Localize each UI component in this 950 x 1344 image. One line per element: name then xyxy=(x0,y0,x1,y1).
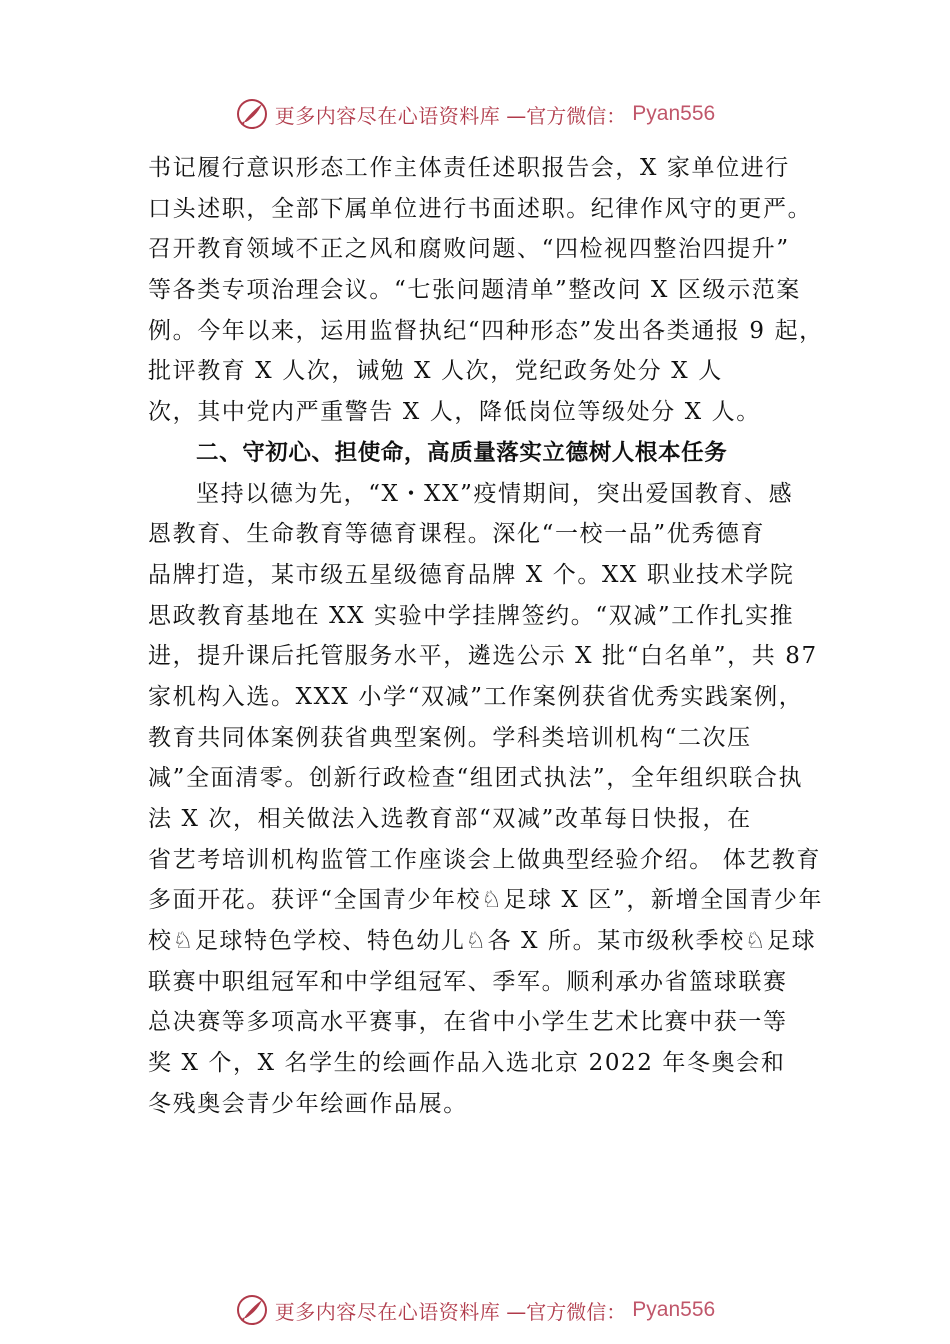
body-line: 奖 X 个，X 名学生的绘画作品入选北京 2022 年冬奥会和 xyxy=(148,1050,786,1077)
body-line: 召开教育领域不正之风和腐败问题、“四检视四整治四提升” xyxy=(148,236,790,263)
body-line: 批评教育 X 人次，诫勉 X 人次，党纪政务处分 X 人 xyxy=(148,358,723,385)
body-line: 校♘足球特色学校、特色幼儿♘各 X 所。某市级秋季校♘足球 xyxy=(148,928,817,955)
watermark-account: Pyan556 xyxy=(632,102,716,125)
body-line: 等各类专项治理会议。“七张问题清单”整改问 X 区级示范案 xyxy=(148,277,801,304)
body-line: 教育共同体案例获省典型案例。学科类培训机构“二次压 xyxy=(148,724,752,751)
body-line: 思政教育基地在 XX 实验中学挂牌签约。“双减”工作扎实推 xyxy=(148,602,795,629)
body-line: 进，提升课后托管服务水平，遴选公示 X 批“白名单”，共 87 xyxy=(148,643,818,670)
footer-watermark xyxy=(0,1290,950,1330)
body-line: 品牌打造，某市级五星级德育品牌 X 个。XX 职业技术学院 xyxy=(148,561,795,588)
body-line: 书记履行意识形态工作主体责任述职报告会，X 家单位进行 xyxy=(148,155,790,181)
feather-pen-icon xyxy=(235,97,269,131)
body-line: 法 X 次，相关做法入选教育部“双减”改革每日快报，在 xyxy=(148,806,752,832)
watermark-separator: —官方微信： xyxy=(506,1299,627,1324)
feather-pen-icon xyxy=(235,1293,269,1327)
watermark-text: 更多内容尽在心语资料库 xyxy=(274,1299,501,1324)
body-line: 冬残奥会青少年绘画作品展。 xyxy=(148,1090,468,1117)
body-line: 减”全面清零。创新行政检查“组团式执法”，全年组织联合执 xyxy=(148,765,804,792)
body-line: 家机构入选。XXX 小学“双减”工作案例获省优秀实践案例， xyxy=(148,683,804,710)
document-body xyxy=(148,148,838,1125)
body-line: 省艺考培训机构监管工作座谈会上做典型经验介绍。 体艺教育 xyxy=(148,846,822,873)
body-line: 多面开花。获评“全国青少年校♘足球 X 区”，新增全国青少年 xyxy=(148,887,824,914)
watermark-separator: —官方微信： xyxy=(506,103,627,128)
body-line: 恩教育、生命教育等德育课程。深化“一校一品”优秀德育 xyxy=(148,521,766,548)
body-line: 总决赛等多项高水平赛事，在省中小学生艺术比赛中获一等 xyxy=(148,1009,788,1036)
watermark-account: Pyan556 xyxy=(632,1298,716,1321)
body-line: 例。今年以来，运用监督执纪“四种形态”发出各类通报 9 起， xyxy=(148,317,824,344)
body-line: 次，其中党内严重警告 X 人，降低岗位等级处分 X 人。 xyxy=(148,399,761,426)
body-line: 坚持以德为先，“X・XX”疫情期间，突出爱国教育、感 xyxy=(196,480,794,507)
body-line: 口头述职，全部下属单位进行书面述职。纪律作风守的更严。 xyxy=(148,195,813,222)
body-line: 联赛中职组冠军和中学组冠军、季军。顺利承办省篮球联赛 xyxy=(148,968,788,995)
header-watermark xyxy=(0,94,950,134)
watermark-text: 更多内容尽在心语资料库 xyxy=(274,103,501,128)
section-heading: 二、守初心、担使命，高质量落实立德树人根本任务 xyxy=(196,439,728,466)
